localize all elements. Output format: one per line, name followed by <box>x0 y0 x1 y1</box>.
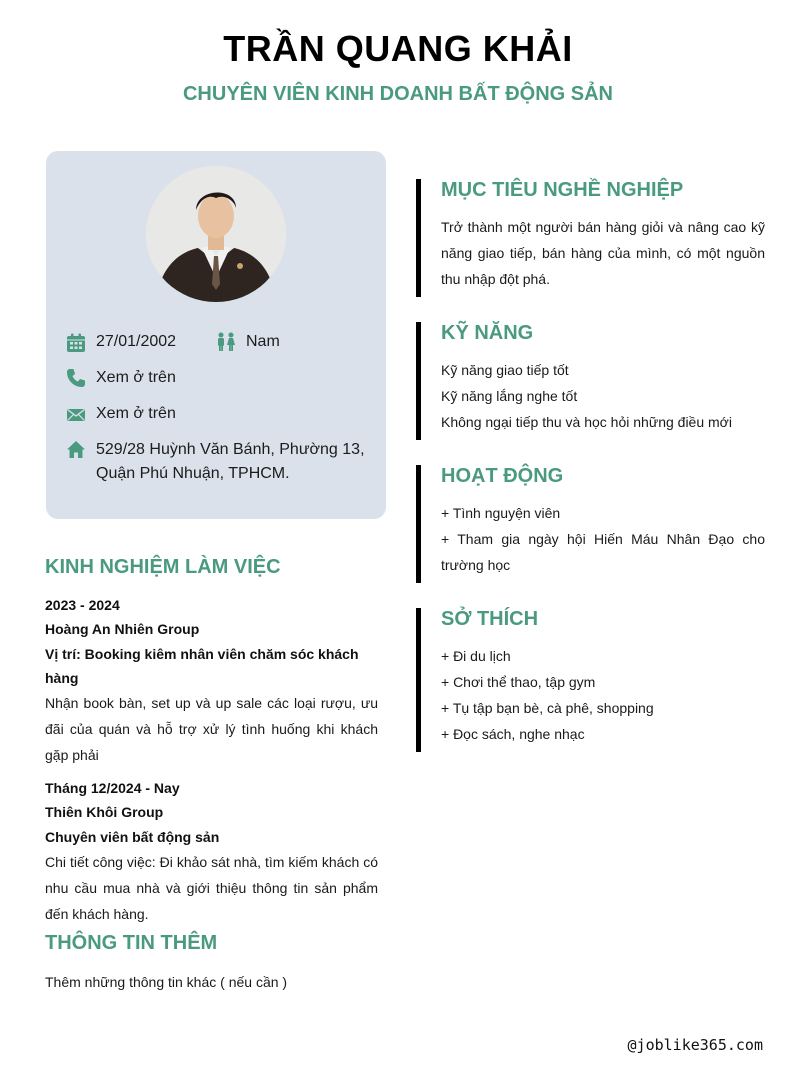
avatar <box>146 166 286 302</box>
email-value: Xem ở trên <box>96 405 176 422</box>
hobbies-section <box>416 608 765 752</box>
objective-section <box>416 179 765 297</box>
phone-icon <box>66 368 86 388</box>
experience-item <box>45 776 378 927</box>
mail-icon <box>66 405 86 425</box>
calendar-icon <box>66 333 86 353</box>
activity-item: + Tình nguyện viên <box>441 505 561 521</box>
experience-section <box>45 556 378 935</box>
experience-position: Vị trí: Booking kiêm nhân viên chăm sóc khách hàng <box>45 646 359 686</box>
hobby-item: + Tụ tập bạn bè, cà phê, shopping <box>441 700 654 716</box>
candidate-name: TRẦN QUANG KHẢI <box>223 28 573 69</box>
hobby-item: + Chơi thể thao, tập gym <box>441 674 596 690</box>
hobby-item: + Đi du lịch <box>441 648 511 664</box>
hobbies-title: SỞ THÍCH <box>441 608 539 630</box>
address-line-2: Quận Phú Nhuận, TPHCM. <box>96 465 290 482</box>
footer-watermark: @joblike365.com <box>627 1036 763 1054</box>
experience-description: Nhận book bàn, set up và up sale các loại rượu, ưu đãi của quán và hỗ trợ xử lý tình huống khi khách gặp phải <box>45 695 378 763</box>
objective-text: Trở thành một người bán hàng giỏi và nâng cao kỹ năng giao tiếp, bán hàng của mình, có một nguồn thu nhập đột phá. <box>441 219 765 287</box>
experience-item <box>45 593 378 768</box>
gender-icon <box>216 332 236 352</box>
extra-text: Thêm những thông tin khác ( nếu cần ) <box>45 974 288 990</box>
skills-title: KỸ NĂNG <box>441 322 534 344</box>
hobby-item: + Đọc sách, nghe nhạc <box>441 726 585 742</box>
skills-section <box>416 322 765 440</box>
candidate-role: CHUYÊN VIÊN KINH DOANH BẤT ĐỘNG SẢN <box>182 83 614 105</box>
experience-company: Thiên Khôi Group <box>45 804 164 820</box>
experience-company: Hoàng An Nhiên Group <box>45 621 200 637</box>
extra-title: THÔNG TIN THÊM <box>45 932 218 954</box>
phone-value: Xem ở trên <box>96 369 176 386</box>
home-icon <box>66 440 86 460</box>
experience-date: Tháng 12/2024 - Nay <box>45 780 180 796</box>
experience-position: Chuyên viên bất động sản <box>45 829 220 845</box>
experience-date: 2023 - 2024 <box>45 597 120 613</box>
experience-description: Chi tiết công việc: Đi khảo sát nhà, tìm kiếm khách có nhu cầu mua nhà và giới thiệu thông tin sản phẩm đến khách hàng. <box>45 854 378 922</box>
address-line-1: 529/28 Huỳnh Văn Bánh, Phường 13, <box>96 441 365 458</box>
activity-item: + Tham gia ngày hội Hiến Máu Nhân Đạo cho trường học <box>441 531 765 573</box>
profile-card <box>46 151 386 519</box>
activities-section <box>416 465 765 583</box>
experience-title: KINH NGHIỆM LÀM VIỆC <box>45 556 281 578</box>
address-value <box>96 438 365 486</box>
gender-value: Nam <box>246 333 280 350</box>
activities-title: HOẠT ĐỘNG <box>441 465 564 487</box>
skill-item: Kỹ năng giao tiếp tốt <box>441 362 569 378</box>
objective-title: MỤC TIÊU NGHỀ NGHIỆP <box>441 179 684 201</box>
extra-section <box>45 932 378 995</box>
birthday-value: 27/01/2002 <box>96 333 177 350</box>
skill-item: Không ngại tiếp thu và học hỏi những điều mới <box>441 414 732 430</box>
skill-item: Kỹ năng lắng nghe tốt <box>441 388 578 404</box>
